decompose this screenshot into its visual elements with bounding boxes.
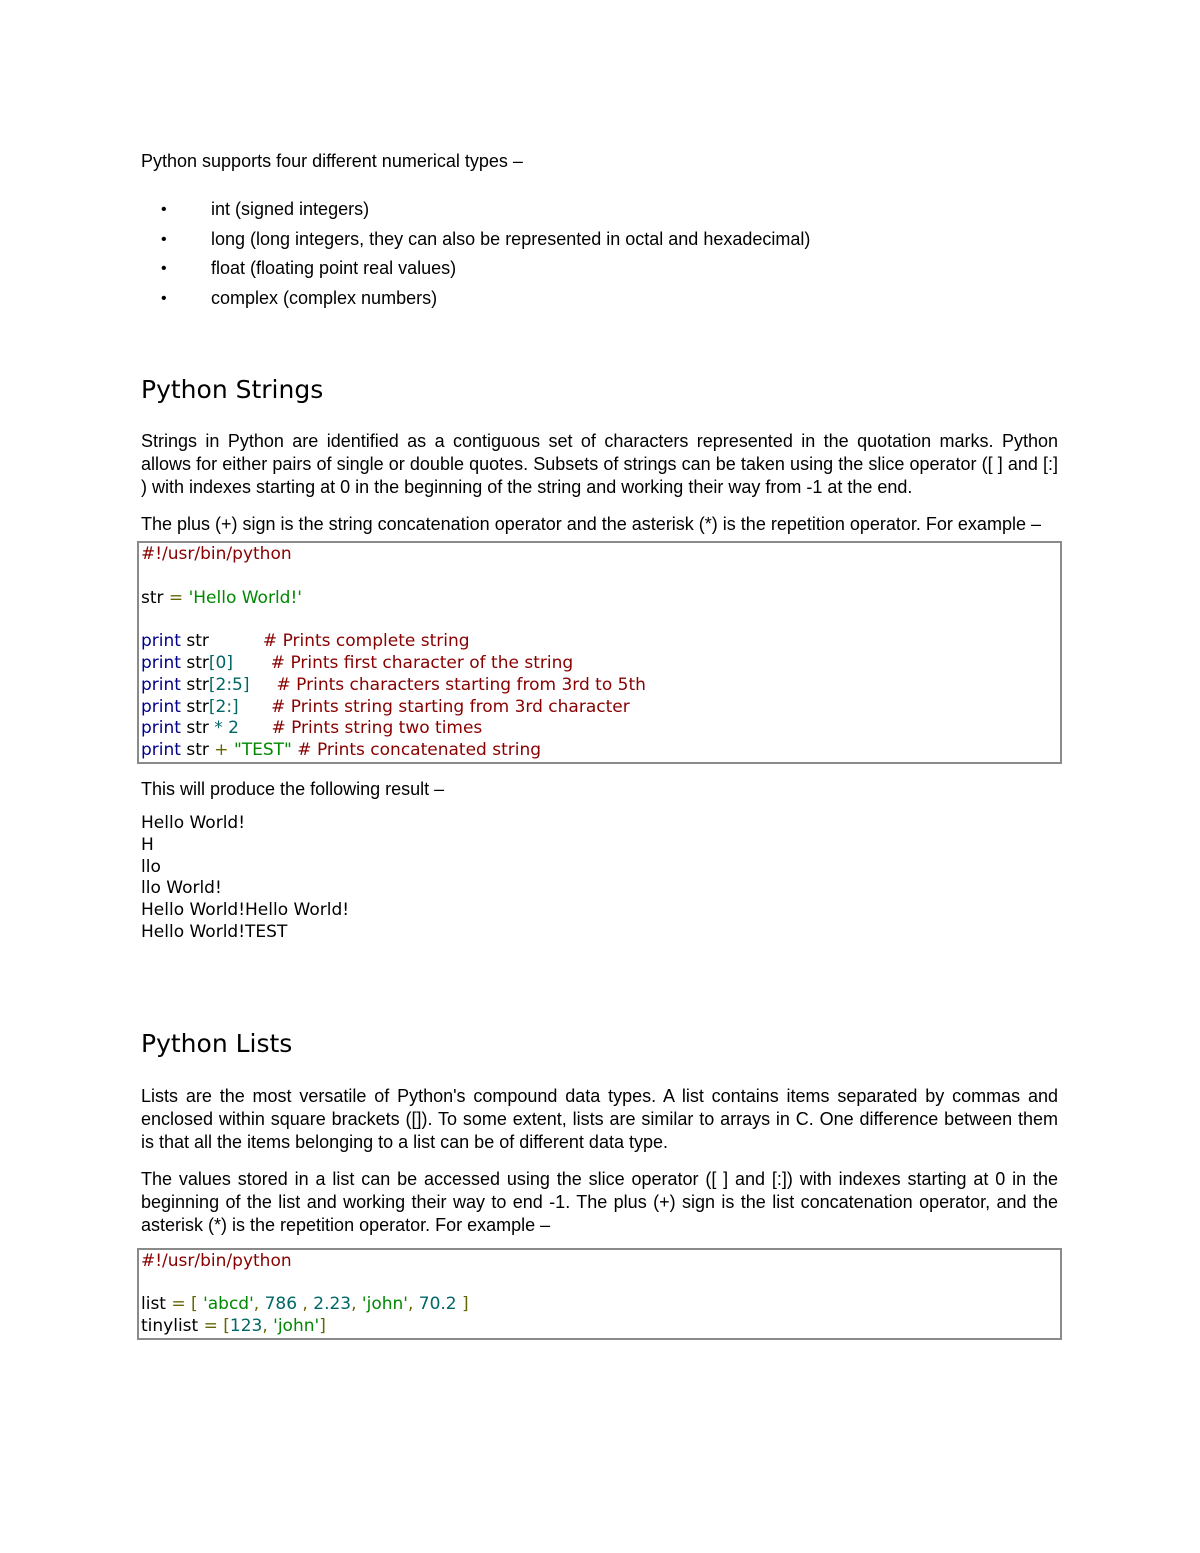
code-line: print str # Prints complete string [141,631,470,652]
lists-paragraph-1: Lists are the most versatile of Python's compound data types. A list contains items separated by commas and enclosed within square brackets ([]). To some extent, lists are similar to arrays in C. One difference between them is that all the items belonging to a list can be of different data type. [141,1085,1058,1152]
code-output [141,813,1058,944]
bullet-icon: • [161,260,167,277]
numeric-types-intro: Python supports four different numerical types – [141,151,523,171]
code-line: print str[2:5] # Prints characters starting from 3rd to 5th [141,674,646,695]
list-item: • complex (complex numbers) [141,284,1058,314]
result-intro: This will produce the following result – [141,778,445,799]
numeric-types-list [141,195,1058,313]
list-item: • long (long integers, they can also be represented in octal and hexadecimal) [141,225,1058,255]
code-line: print str * 2 # Prints string two times [141,718,483,739]
bullet-icon: • [161,201,167,218]
lists-paragraph-2: The values stored in a list can be accessed using the slice operator ([ ] and [:]) with indexes starting at 0 in the beginning of the list and working their way to end -1. The plus (+) sign is the list concatenation operator, and the asterisk (*) is the repetition operator. For example – [141,1168,1058,1235]
code-line: tinylist = [123, 'john'] [141,1316,326,1337]
code-line: list = [ 'abcd', 786 , 2.23, 'john', 70.2 ] [141,1294,469,1315]
bullet-icon: • [161,289,167,307]
output-line: llo World! [141,878,222,899]
output-line: H [141,834,154,855]
code-line: #!/usr/bin/python [141,1250,292,1271]
code-line: print str[0] # Prints first character of the string [141,652,574,673]
code-line: str = 'Hello World!' [141,587,302,608]
output-line: llo [141,856,161,877]
strings-paragraph-2: The plus (+) sign is the string concatenation operator and the asterisk (*) is the repetition operator. For example – [141,514,1041,534]
strings-heading: Python Strings [141,375,324,404]
output-line: Hello World!TEST [141,921,288,942]
list-item: • int (signed integers) [141,195,1058,225]
bullet-icon: • [161,230,167,248]
output-line: Hello World!Hello World! [141,900,350,921]
strings-paragraph-1: Strings in Python are identified as a contiguous set of characters represented in the quotation marks. Python allows for either pairs of single or double quotes. Subsets of strings can be taken using the slice operator ([ ] and [:] ) with indexes starting at 0 in the beginning of the string and working their way from -1 at the end. [141,431,1058,497]
lists-code-block [137,1248,1062,1340]
lists-heading: Python Lists [141,1028,293,1058]
code-line: #!/usr/bin/python [141,544,292,564]
list-item: • float (floating point real values) [141,254,1058,284]
strings-code-block [137,541,1062,764]
code-line: print str + "TEST" # Prints concatenated string [141,740,542,761]
document-content [141,150,1058,1340]
output-line: Hello World! [141,812,246,833]
code-line: print str[2:] # Prints string starting from 3rd character [141,696,630,717]
